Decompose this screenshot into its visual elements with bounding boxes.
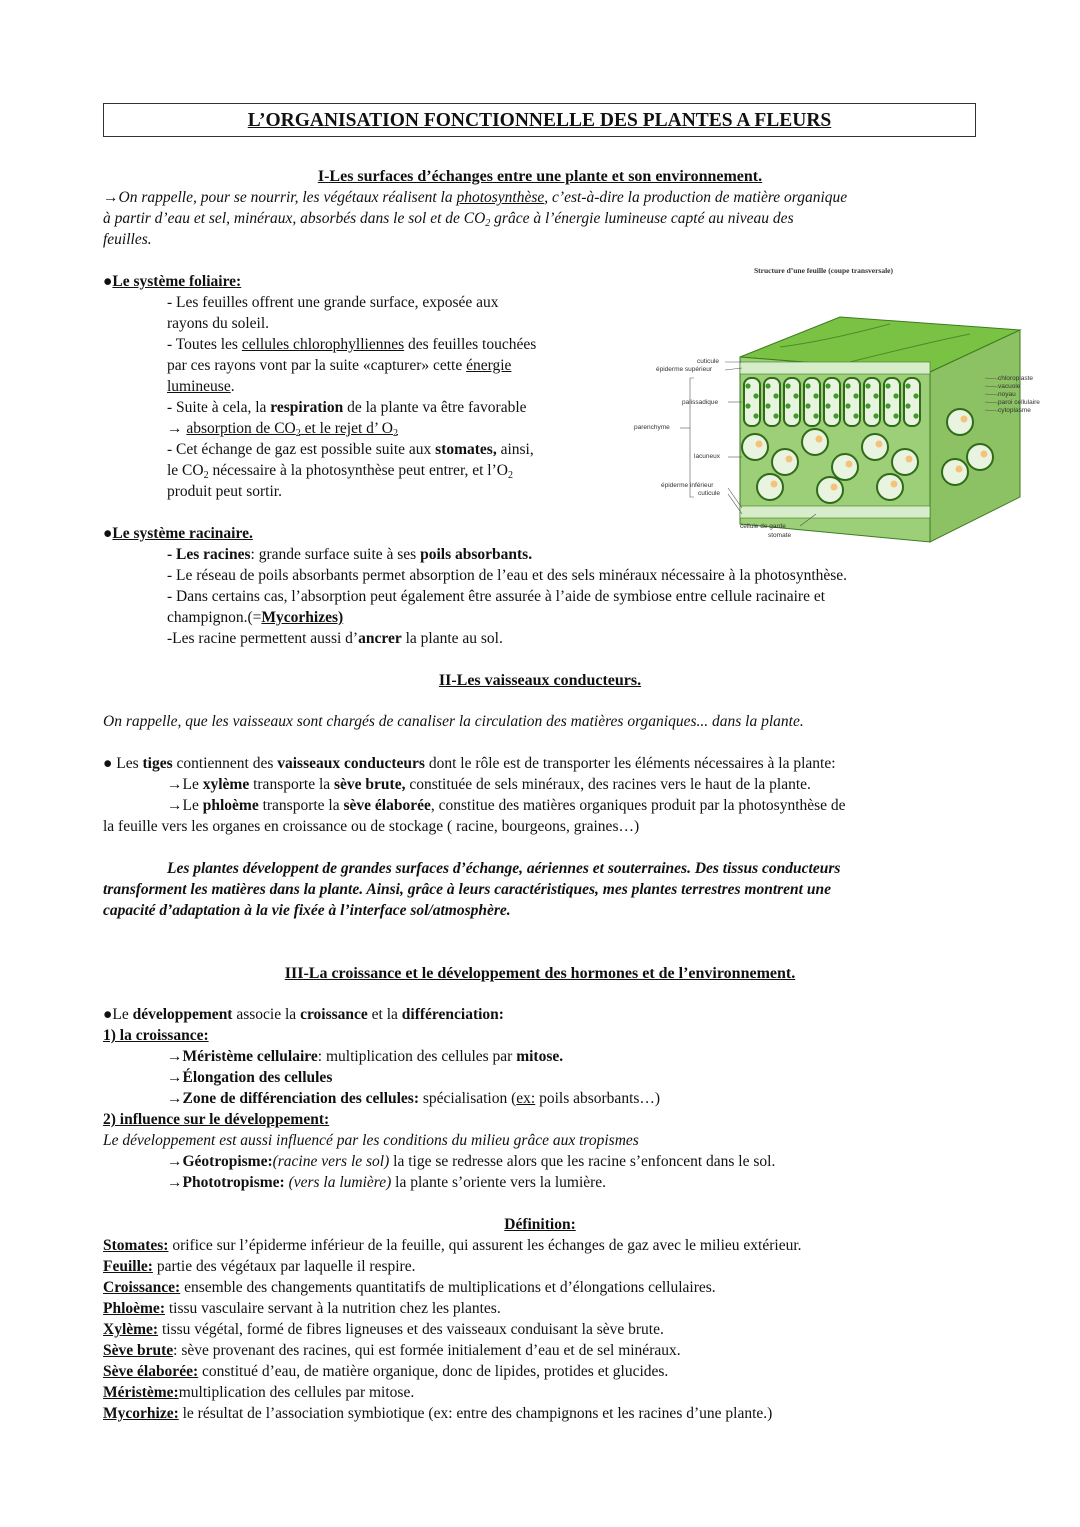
definition-item [103,1362,668,1382]
racinaire-line [167,545,532,565]
text: dont le rôle est de transporter les éléments nécessaires à la plante: [424,755,836,772]
racinaire-line [167,629,503,649]
chloroplast [845,403,850,408]
section2-phloeme [167,796,846,816]
nucleus [906,456,913,463]
text: sève élaborée [343,797,431,814]
chloroplast [785,383,790,388]
definition-text: orifice sur l’épiderme inférieur de la feuille, qui assurent les échanges de gaz avec le milieu extérieur. [168,1237,802,1254]
text: ancrer [358,630,402,647]
text: : multiplication des cellules par [317,1048,517,1065]
chloroplast [913,413,918,418]
text: →Le [167,797,203,814]
chloroplast [745,403,750,408]
conclusion-line: Les plantes développent de grandes surfaces d’échange, aériennes et souterraines. Des tissus conducteurs [167,860,841,877]
text: des feuilles touchées [404,336,537,353]
section1-intro-line2 [103,209,794,234]
spongy-cell [967,444,993,470]
nucleus [961,416,968,423]
label-leader-line [985,378,998,379]
label-leader-line [800,514,816,526]
definition-text: : sève provenant des racines, qui est formée initialement d’eau et de sel minéraux. [173,1342,681,1359]
text: spécialisation ( [419,1090,517,1107]
label-leader-line [985,410,998,411]
text: transporte la [249,776,335,793]
chloroplast [805,383,810,388]
text: et le rejet d’ O [300,420,393,437]
spongy-cell [947,409,973,435]
text: sève brute, [334,776,406,793]
text: par ces rayons vont par la suite «capturer» cette [167,357,467,374]
page-title: L’ORGANISATION FONCTIONNELLE DES PLANTES A FLEURS [103,103,976,137]
section2-heading: II-Les vaisseaux conducteurs. [438,672,642,689]
elongation-line: →Élongation des cellules [167,1069,333,1086]
definition-text: le résultat de l’association symbiotique (ex: entre des champignons et les racines d’une plante.) [178,1405,773,1422]
definition-text: partie des végétaux par laquelle il respire. [152,1258,416,1275]
text: xylème [202,776,250,793]
text: →Zone de différenciation des cellules: [167,1090,419,1107]
subscript: 2 [295,428,301,439]
label-epiderme-superieur: épiderme supérieur [656,366,713,373]
chloroplast [805,403,810,408]
spongy-cell [862,434,888,460]
geotropisme-line [167,1152,775,1172]
text: différenciation: [401,1006,504,1023]
label-lacuneux: lacuneux [694,453,721,460]
chloroplast [905,403,910,408]
foliaire-line [167,335,536,355]
leaf-diagram [630,262,1070,552]
text: grâce à l’énergie lumineuse capté au niveau des [490,210,794,227]
nucleus [756,441,763,448]
nucleus [981,451,988,458]
text: →On rappelle, pour se nourrir, les végétaux réalisent la [103,189,457,206]
text: →Géotropisme: [167,1153,273,1170]
foliaire-line [167,377,235,397]
text: poils absorbants. [420,546,533,563]
definition-term: Sève élaborée: [103,1363,199,1380]
spongy-cell [942,459,968,485]
label-cuticule-inf: cuticule [698,490,721,497]
racinaire-heading [103,524,253,544]
label-vacuole: vacuole [998,383,1021,390]
parenchyme-bracket [690,378,694,497]
definition-text: ensemble des changements quantitatifs de multiplications et d’élongations cellulaires. [180,1279,716,1296]
text: contiennent des [172,755,278,772]
label-stomate: stomate [768,532,792,539]
definition-term: Stomates: [103,1237,169,1254]
nucleus [831,484,838,491]
text [186,420,398,437]
text: à partir d’eau et sel, minéraux, absorbés dans le sol et de CO [103,210,486,227]
text: nécessaire à la photosynthèse peut entrer, et l’O [208,462,508,479]
spongy-cell [802,429,828,455]
section3-dev [103,1005,504,1025]
section1-intro-line3: feuilles. [103,231,152,248]
chloroplast [825,403,830,408]
bullet: ● [103,273,113,290]
text: Mycorhizes) [261,609,344,626]
section1-intro-line1 [103,188,847,208]
chloroplast [785,403,790,408]
label-leader-line [985,402,998,403]
chloroplast [853,393,858,398]
text: poils absorbants…) [535,1090,661,1107]
spongy-cell [772,449,798,475]
chloroplast [825,383,830,388]
label-chloroplaste: chloroplaste [998,375,1034,382]
chloroplast [833,393,838,398]
spongy-cell [832,454,858,480]
text: la plante s’oriente vers la lumière. [391,1174,607,1191]
text: phloème [202,797,259,814]
chloroplast [765,403,770,408]
nucleus [786,456,793,463]
chloroplast [793,413,798,418]
chloroplast [753,413,758,418]
section3-heading: III-La croissance et le développement des hormones et de l’environnement. [284,965,796,982]
label-leader-line [985,386,998,387]
definition-text: multiplication des cellules par mitose. [178,1384,415,1401]
chloroplast [865,403,870,408]
text: respiration [270,399,344,416]
spongy-cell [757,474,783,500]
definition-item [103,1278,716,1298]
foliaire-line [167,440,534,460]
text: constituée de sels minéraux, des racines vers le haut de la plante. [405,776,811,793]
text: tiges [142,755,173,772]
subheading-croissance: 1) la croissance: [103,1027,209,1044]
chloroplast [813,413,818,418]
chloroplast [865,383,870,388]
text: stomates, [435,441,497,458]
spongy-cell [742,434,768,460]
definition-item [103,1341,681,1361]
definition-term: Xylème: [103,1321,159,1338]
racinaire-line: - Le réseau de poils absorbants permet absorption de l’eau et des sels minéraux nécessaire à la photosynthèse. [167,567,848,584]
chloroplast [745,383,750,388]
definition-item [103,1320,664,1340]
phototropisme-line [167,1173,606,1193]
nucleus [816,436,823,443]
chloroplast [853,413,858,418]
chloroplast [885,403,890,408]
foliaire-line [167,356,511,376]
chloroplast [885,383,890,388]
label-noyau: noyau [998,391,1016,398]
definition-term: Méristème: [103,1384,179,1401]
text: →Le [167,776,203,793]
text: énergie [466,357,512,374]
definition-term: Sève brute [103,1342,174,1359]
text: champignon.(= [167,609,262,626]
label-leader-line [985,394,998,395]
chloroplast [773,393,778,398]
section1-heading: I-Les surfaces d’échanges entre une plante et son environnement. [317,168,763,185]
text: → [167,420,187,437]
text: croissance [300,1006,368,1023]
differenciation-line [167,1089,660,1109]
definition-text: tissu végétal, formé de fibres ligneuses et des vaisseaux conduisant la sève brute. [158,1321,664,1338]
text: ●Le [103,1006,133,1023]
text: associe la [232,1006,301,1023]
text: développement [132,1006,233,1023]
foliaire-heading [103,272,241,292]
chloroplast [873,413,878,418]
meristeme-line [167,1047,563,1067]
racinaire-line [167,608,343,628]
foliaire-line [167,398,527,418]
nucleus [956,466,963,473]
definitions-heading: Définition: [504,1216,576,1233]
text: et la [367,1006,402,1023]
text: de la plante va être favorable [343,399,527,416]
racinaire-line: - Dans certains cas, l’absorption peut également être assurée à l’aide de symbiose entre cellule racinaire et [167,588,826,605]
spongy-cell [892,449,918,475]
nucleus [771,481,778,488]
text: - Suite à cela, la [167,399,271,416]
text: - Cet échange de gaz est possible suite aux [167,441,436,458]
text: , constitue des matières organiques produit par la photosynthèse de [430,797,846,814]
chloroplast [773,413,778,418]
label-parenchyme: parenchyme [634,424,670,431]
chloroplast [765,383,770,388]
text: . [230,378,235,395]
label-paroi: paroi cellulaire [998,399,1040,406]
chloroplast [833,413,838,418]
nucleus [876,441,883,448]
foliaire-line: - Les feuilles offrent une grande surface, exposée aux [167,294,499,311]
definition-term: Croissance: [103,1279,181,1296]
spongy-cell [877,474,903,500]
label-epiderme-inferieur: épiderme inférieur [661,482,714,489]
text: lumineuse [167,378,231,395]
text: la plante au sol. [401,630,503,647]
foliaire-line: rayons du soleil. [167,315,270,332]
text: , c’est-à-dire la production de matière organique [544,189,848,206]
chloroplast [845,383,850,388]
influence-line: Le développement est aussi influencé par les conditions du milieu grâce aux tropismes [103,1132,639,1149]
subscript: 2 [485,218,491,229]
text: - Toutes les [167,336,242,353]
nucleus [846,461,853,468]
section2-xyleme [167,775,811,795]
label-cuticule: cuticule [697,358,720,365]
definition-item [103,1404,772,1424]
definition-item [103,1383,414,1403]
photosynthese-term: photosynthèse [456,189,545,206]
chloroplast [793,393,798,398]
text: ainsi, [496,441,534,458]
subscript: 2 [203,470,209,481]
bullet: ● [103,525,113,542]
diagram-caption: Structure d’une feuille (coupe transversale) [754,266,894,275]
text: vaisseaux conducteurs [277,755,425,772]
label-leader-line [728,494,742,514]
text: →Phototropisme: [167,1174,285,1191]
chloroplast [873,393,878,398]
nucleus [891,481,898,488]
definition-item [103,1236,802,1256]
chloroplast [913,393,918,398]
section2-p1 [103,754,836,774]
definition-text: tissu vasculaire servant à la nutrition chez les plantes. [164,1300,501,1317]
heading-text: Le système racinaire. [112,525,253,542]
text: ● Les [103,755,143,772]
subheading-influence: 2) influence sur le développement: [103,1111,330,1128]
heading-text: Le système foliaire: [112,273,242,290]
foliaire-line: produit peut sortir. [167,483,282,500]
text: cellules chlorophylliennes [241,336,405,353]
definition-text: constitué d’eau, de matière organique, donc de lipides, protides et glucides. [198,1363,669,1380]
label-cellule-garde: cellule de garde [740,523,786,530]
definition-term: Mycorhize: [103,1405,179,1422]
definition-term: Feuille: [103,1258,153,1275]
chloroplast [813,393,818,398]
label-cytoplasme: cytoplasme [998,407,1031,414]
label-leader-line [728,488,742,508]
text: la tige se redresse alors que les racine s’enfoncent dans le sol. [389,1153,776,1170]
text: le CO [167,462,204,479]
text: transporte la [258,797,344,814]
chloroplast [905,383,910,388]
chloroplast [893,413,898,418]
text: →Méristème cellulaire [167,1048,318,1065]
conclusion-line: transforment les matières dans la plante. Ainsi, grâce à leurs caractéristiques, mes plantes terrestres montrent une [103,881,831,898]
subscript: 2 [507,470,513,481]
text: (vers la lumière) [284,1174,392,1191]
definition-term: Phloème: [103,1300,165,1317]
conclusion-line: capacité d’adaptation à la vie fixée à l’interface sol/atmosphère. [103,902,511,919]
section2-intro: On rappelle, que les vaisseaux sont chargés de canaliser la circulation des matières organiques... dans la plante. [103,713,804,730]
text: : grande surface suite à ses [250,546,421,563]
subscript: 2 [392,428,398,439]
chloroplast [893,393,898,398]
text: absorption de CO [186,420,296,437]
definition-item [103,1257,415,1277]
definition-item [103,1299,501,1319]
section2-phloeme-cont: la feuille vers les organes en croissance ou de stockage ( racine, bourgeons, graines…) [103,818,640,835]
text: mitose. [516,1048,564,1065]
text: -Les racine permettent aussi d’ [167,630,359,647]
text: (racine vers le sol) [272,1153,390,1170]
spongy-cell [817,477,843,503]
text: ex: [516,1090,536,1107]
label-leader-line [725,368,742,370]
label-palissadique: palissadique [682,399,719,406]
text: - Les racines [167,546,251,563]
chloroplast [753,393,758,398]
